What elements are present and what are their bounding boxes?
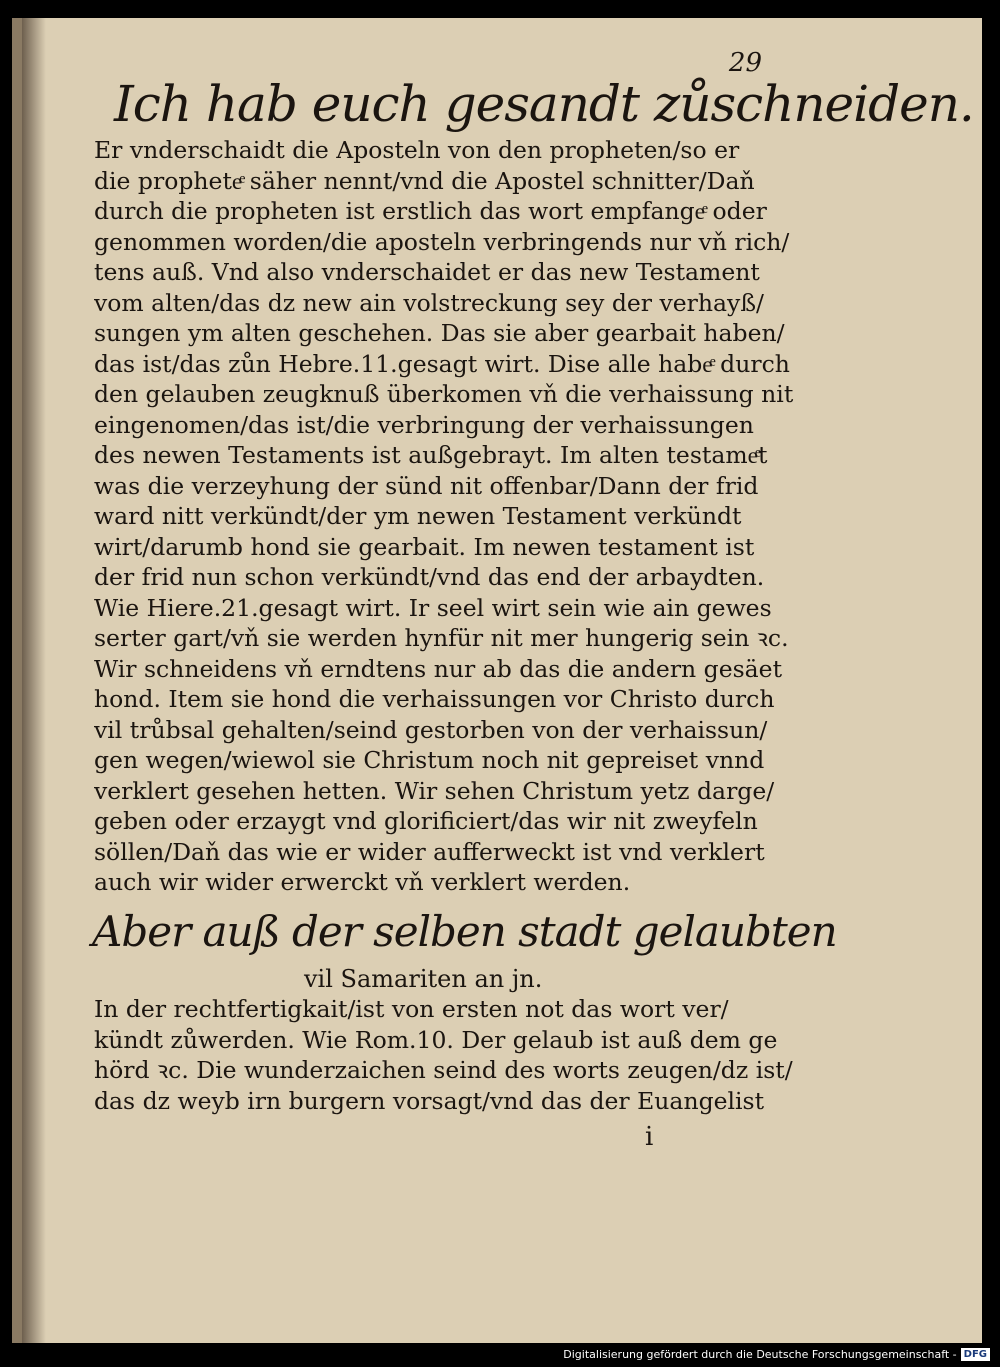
- text-line: kündt zůwerden. Wie Rom.10. Der gelaub ist auß dem ge: [94, 1025, 778, 1054]
- text-line: das dz weyb irn burgern vorsagt/vnd das der Euangelist: [94, 1086, 765, 1115]
- text-line: durch die propheten ist erstlich das wort empfangeͤ oder: [94, 197, 767, 225]
- text-line: ward nitt verkündt/der ym newen Testament verkündt: [94, 502, 742, 530]
- text-line: eingenomen/das ist/die verbringung der verhaissungen: [94, 410, 754, 439]
- body-paragraph-1: [94, 135, 794, 898]
- text-line: Wir schneidens vň erndtens nur ab das die andern gesäet: [94, 654, 783, 683]
- text-line: was die verzeyhung der sünd nit offenbar/Dann der frid: [94, 471, 759, 500]
- text-line: genommen worden/die aposteln verbringends nur vň rich/: [94, 227, 790, 256]
- text-line: gen wegen/wiewol sie Christum noch nit gepreiset vnnd: [94, 746, 765, 774]
- text-line: den gelauben zeugknuß überkomen vň die verhaissung nit: [94, 380, 794, 408]
- dfg-logo: DFG: [961, 1348, 990, 1361]
- body-paragraph-2: [94, 994, 794, 1116]
- section-heading-2-subtitle: vil Samariten an jn.: [304, 965, 543, 993]
- section-heading: Ich hab euch gesandt zůschneiden.: [114, 75, 974, 133]
- text-line: auch wir wider erwerckt vň verklert werden.: [94, 868, 631, 896]
- text-line: vom alten/das dz new ain volstreckung sey der verhayß/: [94, 288, 764, 317]
- credit-text: Digitalisierung gefördert durch die Deutsche Forschungsgemeinschaft -: [563, 1348, 957, 1361]
- text-line: geben oder erzaygt vnd glorificiert/das wir nit zweyfeln: [94, 807, 758, 835]
- page-number: 29: [728, 48, 762, 78]
- text-line: die propheteͤ säher nennt/vnd die Apostel schnitter/Daň: [94, 166, 755, 195]
- text-line: hörd ꝛc. Die wunderzaichen seind des worts zeugen/dz ist/: [94, 1056, 793, 1084]
- text-line: das ist/das zůn Hebre.11.gesagt wirt. Dise alle habeͤ durch: [94, 349, 790, 378]
- text-line: des newen Testaments ist außgebrayt. Im alten testameͤt: [94, 441, 768, 469]
- text-line: söllen/Daň das wie er wider aufferweckt ist vnd verklert: [94, 837, 765, 866]
- text-line: Er vnderschaidt die Aposteln von den propheten/so er: [94, 136, 740, 164]
- text-line: serter gart/vň sie werden hynfür nit mer hungerig sein ꝛc.: [94, 624, 789, 652]
- text-line: verklert gesehen hetten. Wir sehen Christum yetz darge/: [94, 776, 775, 805]
- text-line: hond. Item sie hond die verhaissungen vor Christo durch: [94, 685, 775, 713]
- text-line: Wie Hiere.21.gesagt wirt. Ir seel wirt sein wie ain gewes: [94, 593, 772, 622]
- text-line: sungen ym alten geschehen. Das sie aber gearbait haben/: [94, 319, 785, 347]
- text-line: vil trůbsal gehalten/seind gestorben von der verhaissun/: [94, 715, 768, 744]
- text-line: der frid nun schon verkündt/vnd das end der arbaydten.: [94, 563, 765, 591]
- text-line: tens auß. Vnd also vnderschaidet er das new Testament: [94, 258, 760, 286]
- digitization-credit: [563, 1348, 990, 1361]
- book-page: [12, 18, 982, 1343]
- text-line: wirt/darumb hond sie gearbait. Im newen testament ist: [94, 532, 755, 561]
- signature-mark: i: [645, 1122, 654, 1152]
- text-line: In der rechtfertigkait/ist von ersten not das wort ver/: [94, 995, 729, 1023]
- section-heading-2: Aber auß der selben stadt gelaubten: [92, 907, 837, 956]
